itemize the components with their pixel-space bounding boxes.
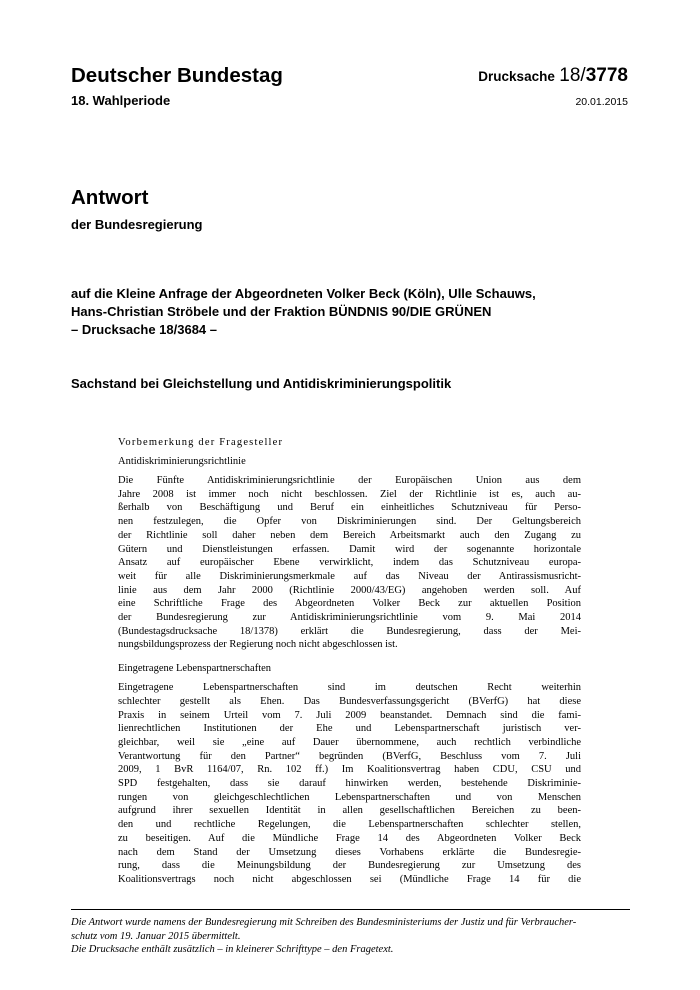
section-heading: Antidiskriminierungsrichtlinie xyxy=(118,456,246,467)
text-line: nach dem Stand der Umsetzung dieses Vorhabens erklärte die Bundesregie- xyxy=(118,846,581,858)
text-line: gleichbar, weil sie „eine auf Dauer übernommene, auch rechtlich verbindliche xyxy=(118,736,581,748)
footnote-line: Die Antwort wurde namens der Bundesregierung mit Schreiben des Bundesministeriums der Justiz und für Verbraucher- xyxy=(71,917,577,928)
inquiry-line: – Drucksache 18/3684 – xyxy=(71,322,217,337)
text-line: 2009, 1 BvR 1164/07, Rn. 102 ff.) Im Koalitionsvertrag haben CDU, CSU und xyxy=(118,764,581,776)
answer-title: Antwort xyxy=(71,186,149,209)
text-line: rung, dass die Meinungsbildung der Bundesregierung zur Umsetzung des xyxy=(118,860,581,872)
text-line: linie aus dem Jahr 2000 (Richtlinie 2000/43/EG) angehoben werden soll. Auf xyxy=(118,584,581,596)
text-line: rungen von gleichgeschlechtlichen Lebenspartnerschaften und von Menschen xyxy=(118,791,581,803)
text-line: Koalitionsvertrags noch nicht abgeschlossen sei (Mündliche Frage 14 für die xyxy=(118,873,581,885)
footer-divider xyxy=(71,909,630,910)
inquiry-line: auf die Kleine Anfrage der Abgeordneten Volker Beck (Köln), Ulle Schauws, xyxy=(71,286,536,301)
text-line: Verantwortung für den Partner“ begründen (BVerfG, Beschluss vom 7. Juli xyxy=(118,750,581,762)
answer-subtitle: der Bundesregierung xyxy=(71,217,203,232)
institution-title: Deutscher Bundestag xyxy=(71,64,283,87)
document-date: 20.01.2015 xyxy=(575,96,628,108)
text-line: nungsbildungsprozess der Regierung noch nicht abgeschlossen ist. xyxy=(118,639,398,651)
text-line: Praxis in seinem Urteil vom 7. Juli 2009 beanstandet. Demnach sind die fami- xyxy=(118,709,581,721)
text-line: zu beseitigen. Auf die Mündliche Frage 14 des Abgeordneten Volker Beck xyxy=(118,832,581,844)
text-line: ßerhalb von Beschäftigung und Beruf ein einheitliches Schutzniveau für Perso- xyxy=(118,502,581,514)
document-number-prefix: 18/ xyxy=(559,65,586,86)
header-left xyxy=(71,64,283,109)
text-line: nen festzulegen, die Opfer von Diskriminierungen sind. Der Geltungsbereich xyxy=(118,516,581,528)
inquiry-reference xyxy=(71,285,641,339)
text-line: Eingetragene Lebenspartnerschaften sind im deutschen Recht weiterhin xyxy=(118,682,581,694)
text-line: SPD festgehalten, dass sie darauf hinwirken werden, bestehende Diskriminie- xyxy=(118,778,581,790)
text-line: den und rechtliche Regelungen, die Lebenspartnerschaften schlechter stellen, xyxy=(118,819,581,831)
text-line: Jahre 2008 ist immer noch nicht beschlossen. Ziel der Richtlinie ist es, auch au- xyxy=(118,488,581,500)
text-line: weit für alle Diskriminierungsmerkmale auf das Niveau der Antirassismusricht- xyxy=(118,570,581,582)
text-line: (Bundestagsdrucksache 18/1378) erklärt die Bundesregierung, dass der Mei- xyxy=(118,625,581,637)
answer-heading xyxy=(71,186,202,233)
body-text xyxy=(118,436,581,887)
text-line: der Richtlinie soll daher neben dem Bereich Arbeitsmarkt auch den Zugang zu xyxy=(118,529,581,541)
header-right xyxy=(478,64,628,109)
text-line: der Bundesregierung zur Antidiskriminierungsrichtlinie vom 9. Mai 2014 xyxy=(118,612,581,624)
preliminary-heading: Vorbemerkung der Fragesteller xyxy=(118,437,284,448)
document-label: Drucksache xyxy=(478,69,555,84)
text-line: lienrechtlichen Institutionen der Ehe und Lebenspartnerschaft juristisch ver- xyxy=(118,723,581,735)
document-number: 3778 xyxy=(585,65,628,86)
section-paragraph xyxy=(118,474,581,652)
text-line: Die Fünfte Antidiskriminierungsrichtlinie der Europäischen Union aus dem xyxy=(118,475,581,486)
inquiry-line: Hans-Christian Ströbele und der Fraktion BÜNDNIS 90/DIE GRÜNEN xyxy=(71,304,492,319)
legislative-period: 18. Wahlperiode xyxy=(71,93,171,108)
section-paragraph xyxy=(118,681,581,887)
document-number-line xyxy=(478,64,628,89)
text-line: schlechter gestellt als Ehen. Das Bundesverfassungsgericht (BVerfG) hat diese xyxy=(118,695,581,707)
text-line: eine Schriftliche Frage des Abgeordneten Volker Beck zur aktuellen Position xyxy=(118,598,581,610)
text-line: Ansatz auf europäischer Ebene verwirklicht, indem das Schutzniveau europa- xyxy=(118,557,581,569)
text-line: Gütern und Dienstleistungen erfassen. Damit wird der sogenannte horizontale xyxy=(118,543,581,555)
footnote-line: Die Drucksache enthält zusätzlich – in kleinerer Schrifttype – den Fragetext. xyxy=(71,944,394,955)
subject-title: Sachstand bei Gleichstellung und Antidiskriminierungspolitik xyxy=(71,376,452,391)
footnote xyxy=(71,916,630,957)
text-line: aufgrund ihrer sexuellen Identität in allen gesellschaftlichen Bereichen zu been- xyxy=(118,805,581,817)
section-heading: Eingetragene Lebenspartnerschaften xyxy=(118,663,272,675)
footnote-line: schutz vom 19. Januar 2015 übermittelt. xyxy=(71,930,241,942)
